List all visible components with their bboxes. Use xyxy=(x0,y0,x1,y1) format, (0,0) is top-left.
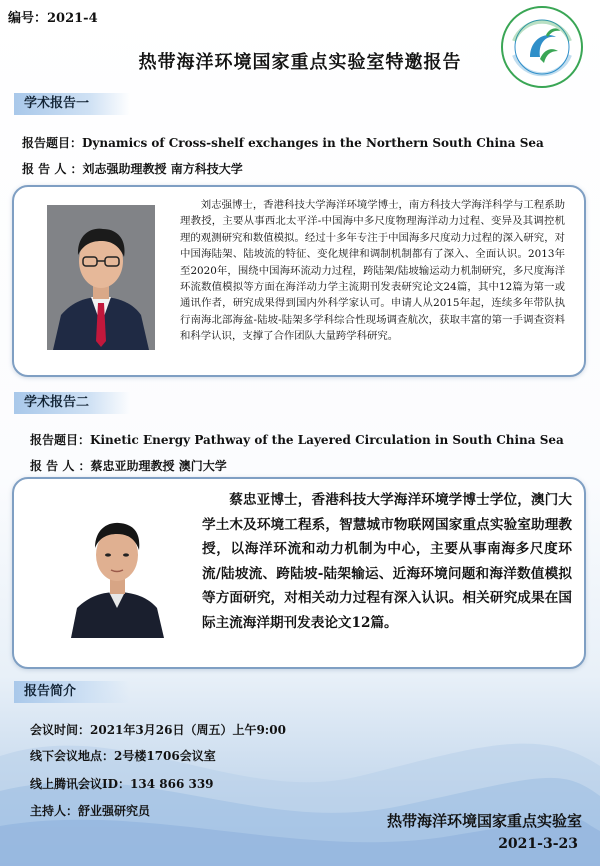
speaker-2-bio: 蔡忠亚博士，香港科技大学海洋环境学博士学位，澳门大学土木及环境工程系，智慧城市物联网国家重点实验室助理教授，以海洋环流和动力机制为中心，主要从事南海多尺度环流/陆坡流、跨陆坡-陆架输运、近海环境问题和海洋数值模拟等方面研究，对相关动力过程有深入认识。相关研究成果在国际主流海洋期刊发表论文12篇。 xyxy=(202,492,572,631)
topic-text: Kinetic Energy Pathway of the Layered Circulation in South China Sea xyxy=(90,433,564,447)
report-1-topic xyxy=(22,134,544,151)
topic-label: 报告题目： xyxy=(30,433,91,447)
tencent-meeting-id: 线上腾讯会议ID：134 866 339 xyxy=(30,777,214,791)
topic-text: Dynamics of Cross-shelf exchanges in the Northern South China Sea xyxy=(82,136,544,150)
speaker-2-photo xyxy=(67,500,168,638)
meeting-venue: 线下会议地点：2号楼1706会议室 xyxy=(30,749,216,763)
document-number: 编号：2021-4 xyxy=(8,11,98,26)
section-tag-report-1: 学术报告一 xyxy=(14,93,130,115)
section-tag-report-2: 学术报告二 xyxy=(14,392,130,414)
speaker-label: 报 告 人 ： xyxy=(22,162,83,176)
section-tag-summary: 报告简介 xyxy=(14,681,130,703)
speaker-1-bio: 刘志强博士，香港科技大学海洋环境学博士，南方科技大学海洋科学与工程系助理教授，主要从事西北太平洋-中国海中多尺度物理海洋动力过程、变异及其调控机理的观测研究和数值模拟。经过十多年专注于中国海多尺度动力过程的深入研究，对中国海陆架、陆坡流的特征、变化规律和调制机制都有了深入、全面认识。2013年至2020年，围绕中国海环流动力过程，跨陆架/陆坡输运动力机制研究，多尺度海洋环流数值模拟等方面在海洋动力学主流期刊发表研究论文24篇，其中12篇为第一或通讯作者，研究成果得到国内外科学家认可。申请人从2015年起，连续多年带队执行南海北部海盆-陆坡-陆架多学科综合性现场调查航次，获取丰富的第一手调查资料和科学认识，支撑了合作团队大量跨学科研究。 xyxy=(180,199,565,343)
report-2-topic xyxy=(30,431,564,448)
meeting-time: 会议时间：2021年3月26日（周五）上午9:00 xyxy=(30,723,286,737)
report-1-speaker xyxy=(22,160,243,177)
meeting-host: 主持人：舒业强研究员 xyxy=(30,804,151,818)
page-title: 热带海洋环境国家重点实验室特邀报告 xyxy=(138,52,462,73)
report-2-speaker xyxy=(30,457,227,474)
speaker-1-photo xyxy=(47,205,155,350)
footer-date: 2021-3-23 xyxy=(498,836,578,852)
lab-logo xyxy=(500,5,584,89)
footer-organization: 热带海洋环境国家重点实验室 xyxy=(386,812,582,830)
speaker-text: 蔡忠亚助理教授 澳门大学 xyxy=(90,459,227,473)
topic-label: 报告题目： xyxy=(22,136,83,150)
speaker-label: 报 告 人 ： xyxy=(30,459,91,473)
speaker-text: 刘志强助理教授 南方科技大学 xyxy=(82,162,243,176)
